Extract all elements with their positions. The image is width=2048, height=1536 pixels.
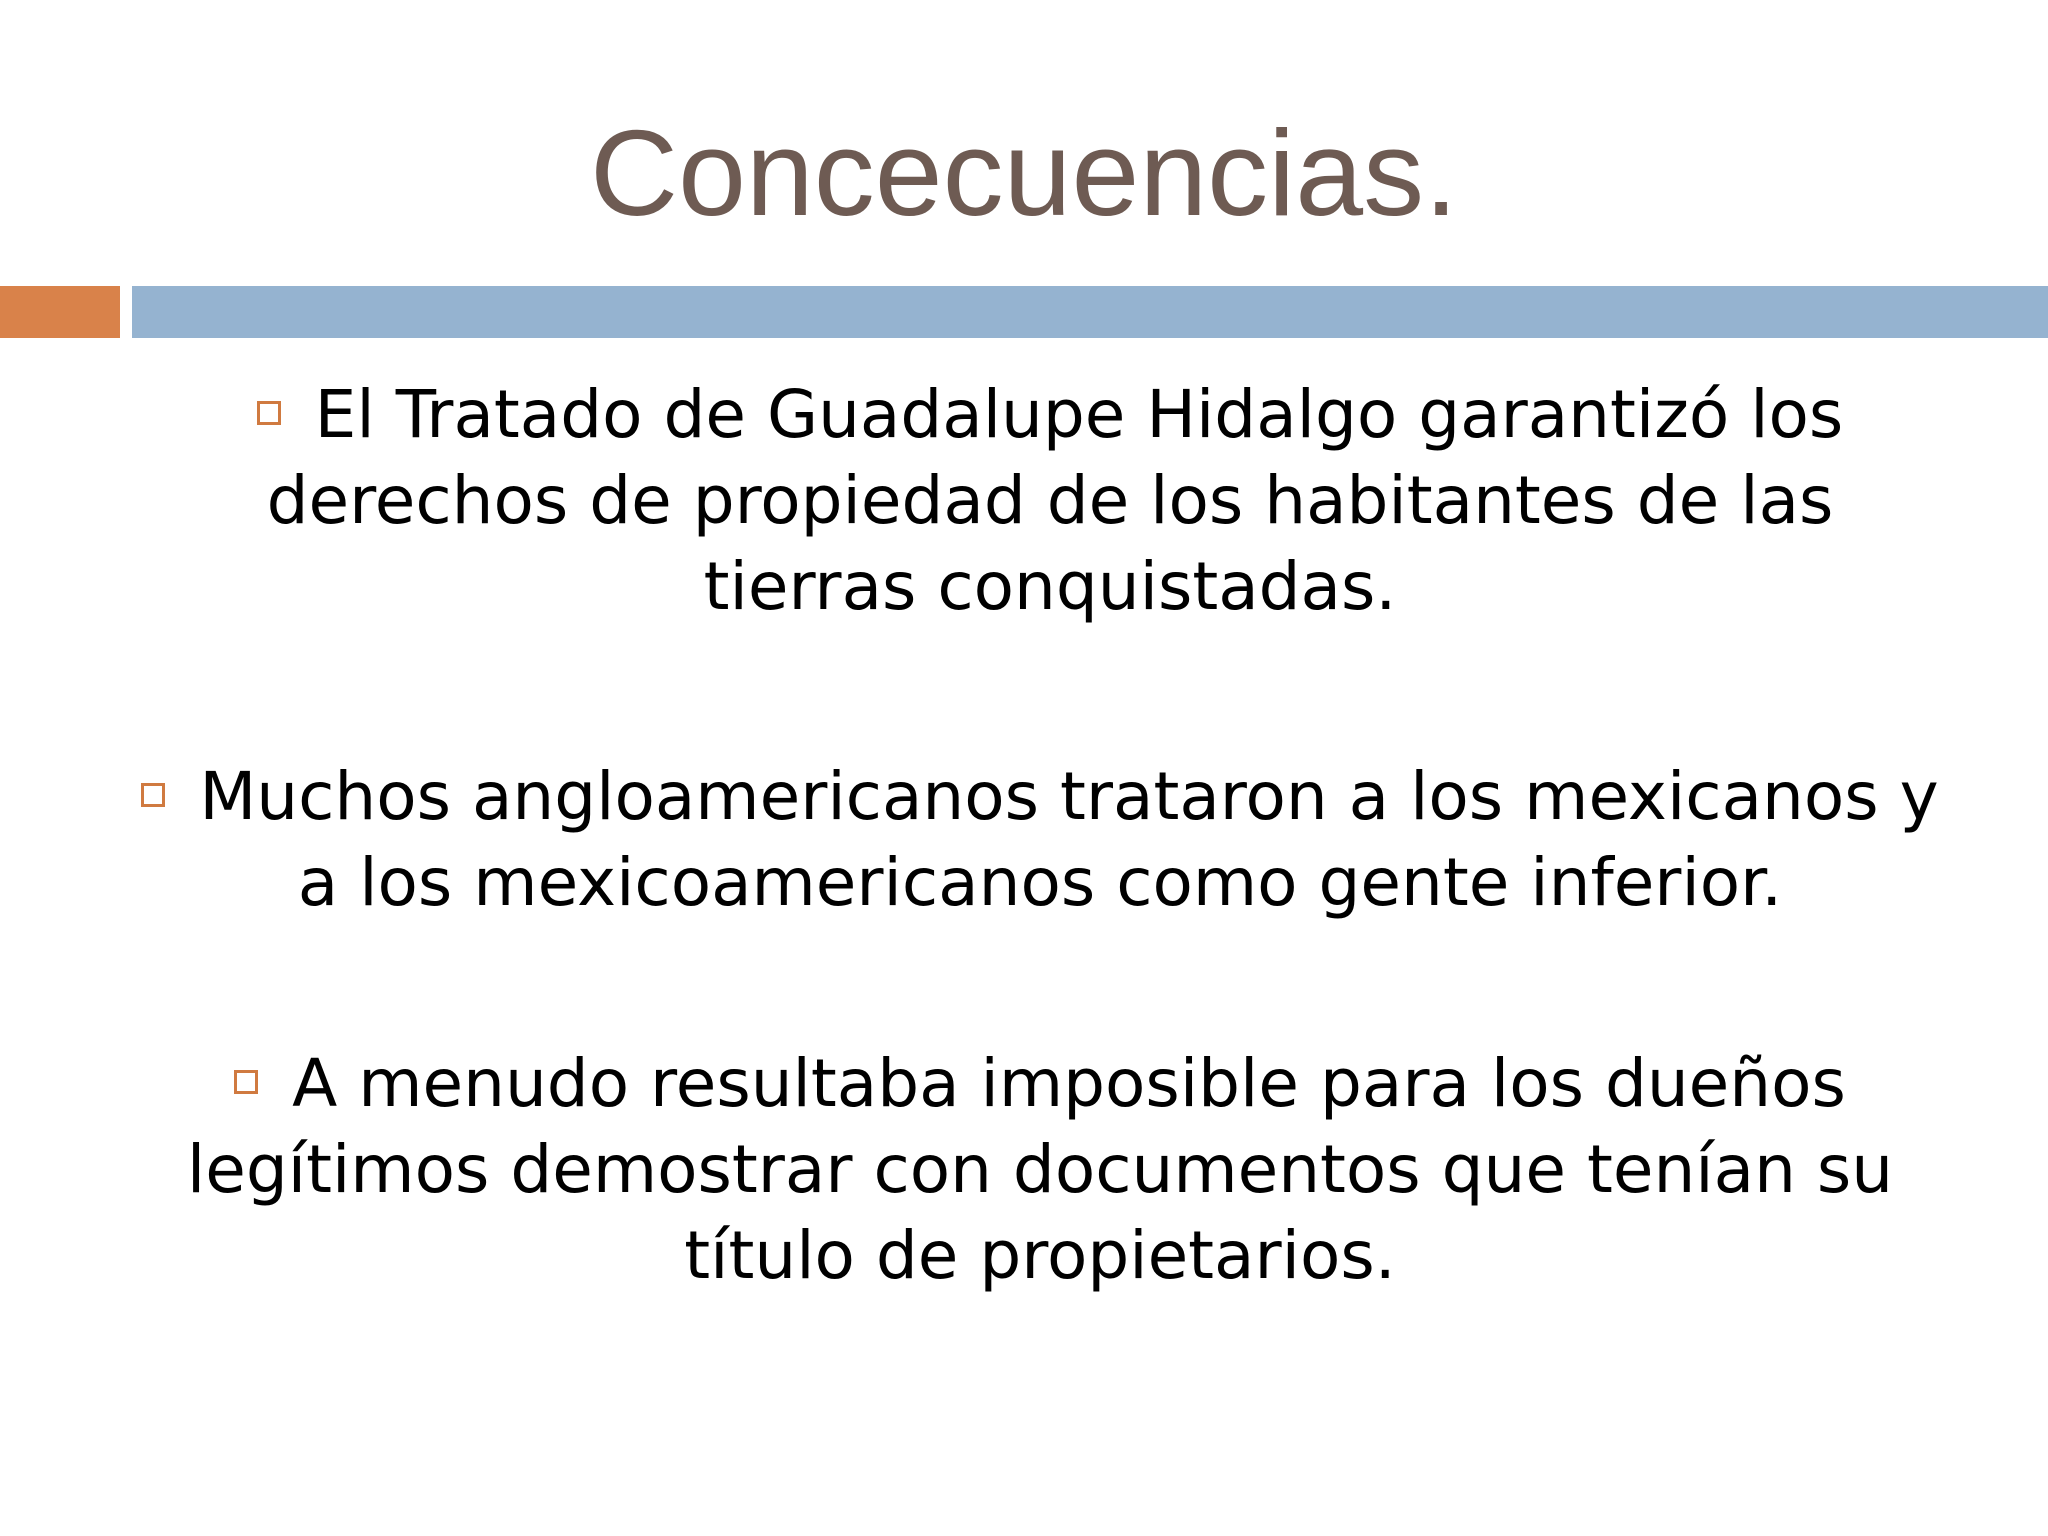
bullet-text: El Tratado de Guadalupe Hidalgo garantizó los derechos de propiedad de los habitantes de las tierras conquistadas.	[266, 376, 1844, 625]
square-bullet-icon	[257, 401, 281, 425]
bullet-text: Muchos angloamericanos trataron a los mexicanos y a los mexicoamericanos como gente inferior.	[199, 758, 1939, 921]
square-bullet-icon	[234, 1070, 258, 1094]
square-bullet-icon	[141, 783, 165, 807]
bullet-text: A menudo resultaba imposible para los dueños legítimos demostrar con documentos que tenían su título de propietarios.	[186, 1045, 1894, 1294]
slide-title: Concecuencias.	[589, 105, 1459, 241]
bullet-item	[180, 1041, 1900, 1299]
bullet-item	[200, 372, 1900, 630]
bullet-item	[120, 754, 1960, 926]
title-rule-blue	[132, 286, 2048, 338]
title-rule-orange	[0, 286, 120, 338]
